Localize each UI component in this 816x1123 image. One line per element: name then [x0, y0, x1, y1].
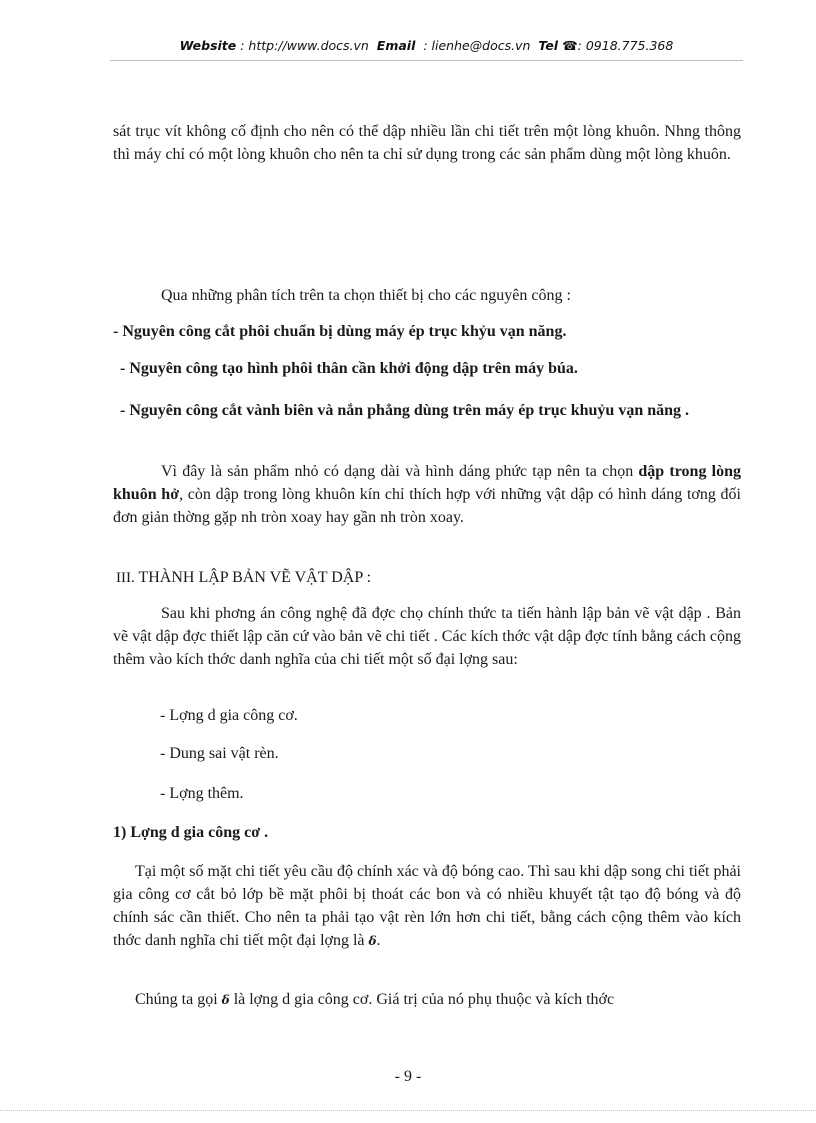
bullet-cutting: - Nguyên công cắt phôi chuẩn bị dùng máy ép trục khỷu vạn năng. — [113, 323, 567, 340]
section-title: THÀNH LẬP BẢN VẼ VẬT DẬP : — [138, 569, 372, 586]
email-label: Email — [376, 38, 416, 53]
website-label: Website — [179, 38, 237, 53]
paragraph-allowance — [113, 988, 741, 1012]
die-choice-text-a: Vì đây là sản phẩm nhỏ có dạng dài và hình dáng phức tạp nên ta chọn — [161, 463, 639, 480]
bullet-trimming: - Nguyên công cắt vành biên và nắn phẳng dùng trên máy ép trục khuỷu vạn năng . — [120, 402, 690, 419]
website-value: : http://www.docs.vn — [240, 38, 369, 53]
die-choice-text-b: , còn dập trong lòng khuôn kín chỉ thích hợp với những vật dập có hình dáng tơng đối đơn giản thờng gặp nh tròn xoay hay gần nh tròn xoay. — [113, 486, 742, 526]
machining-end: . — [376, 932, 381, 949]
section-number: III. — [116, 570, 135, 586]
tel-label: Tel — [538, 38, 559, 53]
allowance-text-a: Chúng ta gọi — [135, 991, 222, 1008]
subheading-machining: 1) Lợng d gia công cơ . — [113, 824, 269, 841]
delta-symbol: δ — [368, 934, 377, 948]
tel-value: : 0918.775.368 — [577, 38, 674, 53]
paragraph-selection: Qua những phân tích trên ta chọn thiết bị cho các nguyên công : — [161, 287, 571, 304]
email-value: : lienhe@docs.vn — [423, 38, 531, 53]
page-header — [110, 38, 743, 53]
paragraph-die-choice — [113, 460, 741, 529]
footer-divider — [0, 1110, 816, 1111]
machining-text: Tại một số mặt chi tiết yêu cầu độ chính xác và độ bóng cao. Thì sau khi dập song chi tiết phải gia công cơ cắt bỏ lớp bề mặt phôi bị thoát các bon và có nhiều khuyết tật tạo độ bóng và độ chính sác cần thiết. Cho nên ta phải tạo vật rèn lớn hơn chi tiết, bằng cách cộng thêm vào kích thớc danh nghĩa chi tiết một đại lợng là — [113, 863, 741, 949]
list-item-extra: - Lợng thêm. — [160, 785, 244, 802]
allowance-text-b: là lợng d gia công cơ. Giá trị của nó phụ thuộc và kích thớc — [229, 991, 615, 1008]
section-heading — [116, 566, 744, 590]
die-choice-bold: dập trong lòng khuôn hở — [113, 463, 741, 503]
paragraph-drawing: Sau khi phơng án công nghệ đã đợc chọ chính thức ta tiến hành lập bản vẽ vật dập . Bản vẽ vật dập đợc thiết lập căn cứ vào bản vẽ chi tiết . Các kích thớc vật dập đợc tính bằng cách cộng thêm vào kích thớc danh nghĩa của chi tiết một số đại lợng sau: — [113, 605, 741, 668]
phone-icon: ☎ — [562, 38, 578, 53]
delta-symbol-inline: δ — [221, 993, 230, 1007]
paragraph-machining — [113, 860, 741, 953]
list-item-tolerance: - Dung sai vật rèn. — [160, 745, 279, 762]
paragraph-intro: sát trục vít không cố định cho nên có thể dập nhiều lần chi tiết trên một lòng khuôn. Nhng thông thì máy chỉ có một lòng khuôn cho nên ta chỉ sử dụng trong các sản phẩm dùng một lòng khuôn. — [113, 123, 741, 163]
page-number: - 9 - — [394, 1068, 422, 1085]
bullet-forming: - Nguyên công tạo hình phôi thân cần khởi động dập trên máy búa. — [120, 360, 578, 377]
list-item-machining: - Lợng d gia công cơ. — [160, 707, 298, 724]
header-divider — [110, 60, 743, 61]
